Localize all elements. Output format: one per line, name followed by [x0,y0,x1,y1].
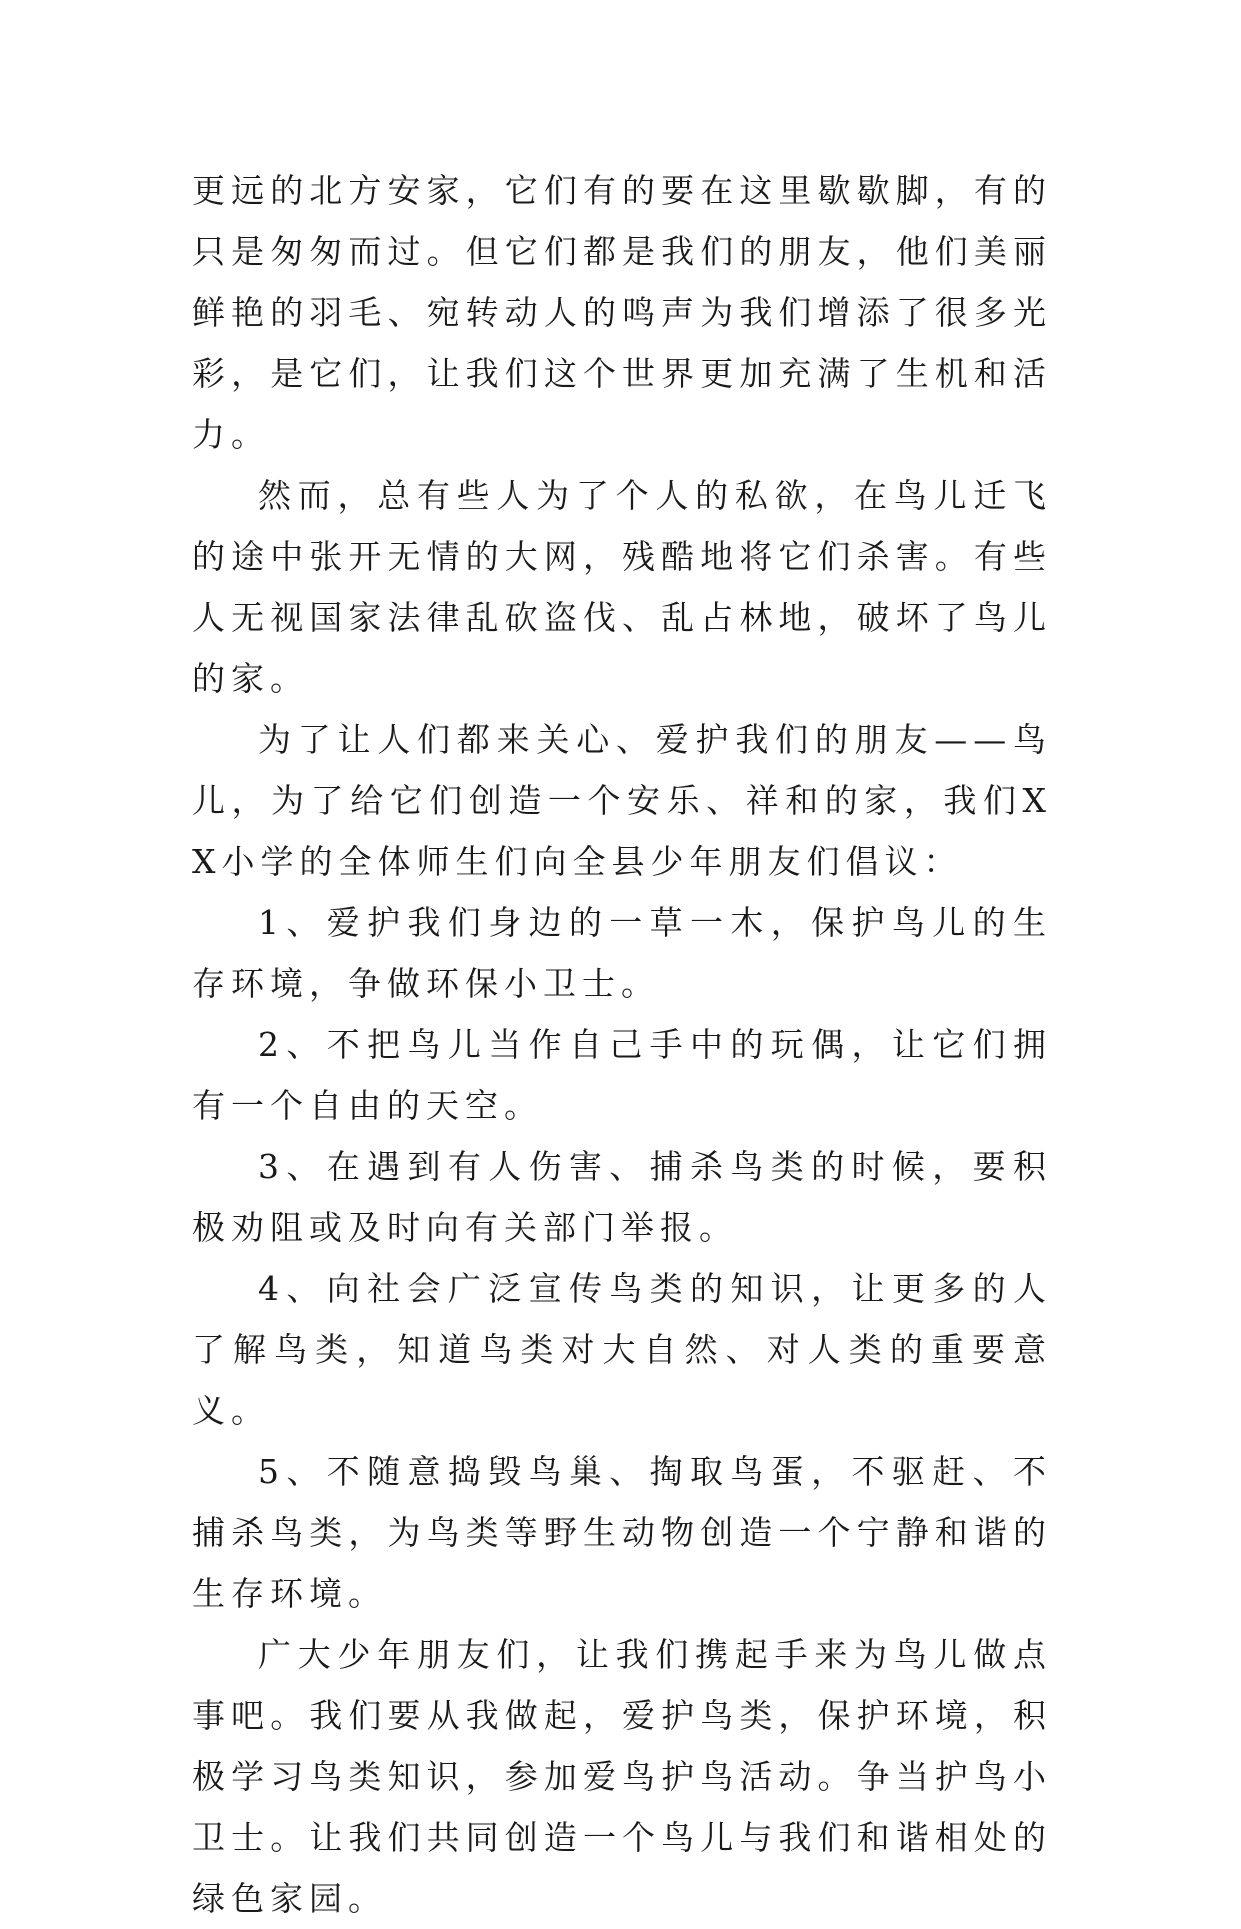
paragraph-continued: 更远的北方安家，它们有的要在这里歇歇脚，有的只是匆匆而过。但它们都是我们的朋友，他们美丽鲜艳的羽毛、宛转动人的鸣声为我们增添了很多光彩，是它们，让我们这个世界更加充满了生机和活力。 [192,171,1052,454]
proposal-item-5: 5、不随意捣毁鸟巢、掏取鸟蛋，不驱赶、不捕杀鸟类，为鸟类等野生动物创造一个宁静和谐的生存环境。 [192,1452,1052,1613]
proposal-item-1: 1、爱护我们身边的一草一木，保护鸟儿的生存环境，争做环保小卫士。 [192,903,1052,1003]
paragraph: 然而，总有些人为了个人的私欲，在鸟儿迁飞的途中张开无情的大网，残酷地将它们杀害。有些人无视国家法律乱砍盗伐、乱占林地，破坏了鸟儿的家。 [192,476,1052,698]
document-body [192,160,1052,1929]
proposal-item-4: 4、向社会广泛宣传鸟类的知识，让更多的人了解鸟类，知道鸟类对大自然、对人类的重要意义。 [192,1269,1052,1430]
proposal-item-3: 3、在遇到有人伤害、捕杀鸟类的时候，要积极劝阻或及时向有关部门举报。 [192,1147,1052,1247]
paragraph: 为了让人们都来关心、爱护我们的朋友——鸟儿，为了给它们创造一个安乐、祥和的家，我们XX小学的全体师生们向全县少年朋友们倡议： [192,720,1052,881]
closing-paragraph: 广大少年朋友们，让我们携起手来为鸟儿做点事吧。我们要从我做起，爱护鸟类，保护环境，积极学习鸟类知识，参加爱鸟护鸟活动。争当护鸟小卫士。让我们共同创造一个鸟儿与我们和谐相处的绿色家园。 [192,1635,1052,1918]
proposal-item-2: 2、不把鸟儿当作自己手中的玩偶，让它们拥有一个自由的天空。 [192,1025,1052,1125]
